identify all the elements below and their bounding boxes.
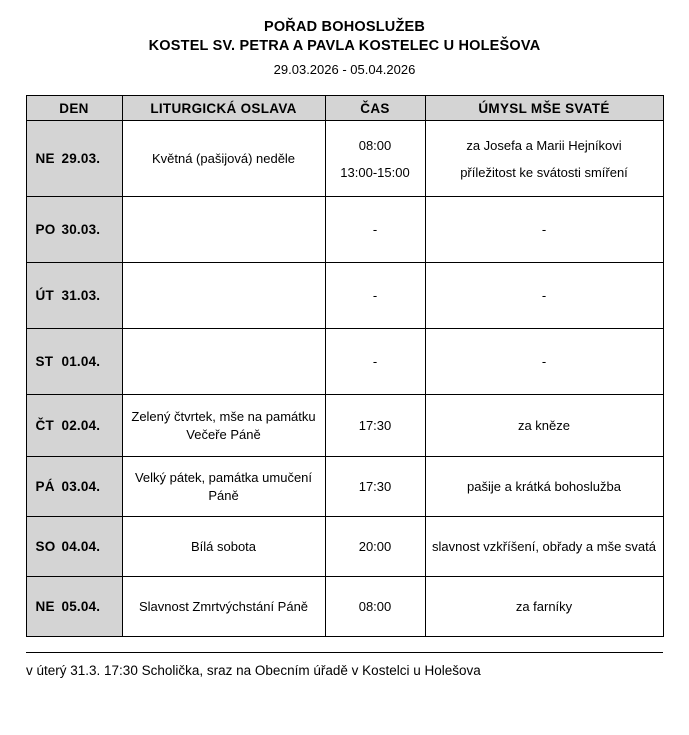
column-header-day: DEN (26, 96, 122, 121)
celebration-cell: Bílá sobota (122, 517, 325, 577)
document-header (0, 0, 689, 78)
day-date: 31.03. (61, 288, 101, 303)
intention-cell (425, 121, 663, 197)
day-cell (26, 121, 122, 197)
day-of-week: ÚT (35, 288, 54, 303)
intention-cell: slavnost vzkříšení, obřady a mše svatá (425, 517, 663, 577)
intention-cell: - (425, 197, 663, 263)
table-row (26, 457, 663, 517)
day-cell (26, 197, 122, 263)
time-cell: 20:00 (325, 517, 425, 577)
day-cell (26, 263, 122, 329)
column-header-time: ČAS (325, 96, 425, 121)
title-line-2: KOSTEL SV. PETRA A PAVLA KOSTELEC U HOLEŠOVA (148, 38, 541, 54)
intention-cell: pašije a krátká bohoslužba (425, 457, 663, 517)
time-cell: 17:30 (325, 395, 425, 457)
time-cell: 17:30 (325, 457, 425, 517)
day-of-week: PO (35, 222, 56, 237)
title-line-1: POŘAD BOHOSLUŽEB (263, 19, 426, 35)
schedule-table (26, 95, 664, 637)
celebration-cell (122, 263, 325, 329)
day-date: 30.03. (61, 222, 101, 237)
day-date: 01.04. (61, 354, 101, 369)
day-date: 04.04. (61, 539, 101, 554)
table-header-row (26, 96, 663, 121)
celebration-cell: Zelený čtvrtek, mše na památku Večeře Páně (122, 395, 325, 457)
time-cell: - (325, 329, 425, 395)
time-cell: 08:00 (325, 577, 425, 637)
day-of-week: ST (35, 354, 54, 369)
celebration-cell: Velký pátek, památka umučení Páně (122, 457, 325, 517)
footer-note: v úterý 31.3. 17:30 Scholička, sraz na Obecním úřadě v Kostelci u Holešova (26, 663, 481, 678)
day-of-week: PÁ (35, 479, 55, 494)
day-date: 03.04. (61, 479, 101, 494)
day-cell (26, 395, 122, 457)
table-row (26, 197, 663, 263)
time-cell (325, 121, 425, 197)
footer-divider (26, 652, 663, 653)
table-row (26, 517, 663, 577)
column-header-celebration: LITURGICKÁ OSLAVA (122, 96, 325, 121)
day-date: 02.04. (61, 418, 101, 433)
day-cell (26, 329, 122, 395)
day-cell (26, 517, 122, 577)
celebration-cell (122, 329, 325, 395)
time-cell: - (325, 263, 425, 329)
day-of-week: SO (35, 539, 56, 554)
day-date: 05.04. (61, 599, 101, 614)
time-cell: - (325, 197, 425, 263)
table-row (26, 329, 663, 395)
celebration-cell (122, 197, 325, 263)
intention-cell: - (425, 263, 663, 329)
column-header-intention: ÚMYSL MŠE SVATÉ (425, 96, 663, 121)
day-of-week: ČT (35, 418, 54, 433)
day-date: 29.03. (61, 151, 101, 166)
time-value: 13:00-15:00 (340, 164, 410, 180)
celebration-cell: Květná (pašijová) neděle (122, 121, 325, 197)
intention-value: za Josefa a Marii Hejníkovi (466, 137, 622, 153)
day-of-week: NE (35, 151, 55, 166)
intention-cell: - (425, 329, 663, 395)
day-cell (26, 457, 122, 517)
table-row (26, 121, 663, 197)
table-row (26, 263, 663, 329)
date-range: 29.03.2026 - 05.04.2026 (273, 62, 416, 77)
day-cell (26, 577, 122, 637)
intention-cell: za farníky (425, 577, 663, 637)
table-row (26, 395, 663, 457)
time-value: 08:00 (358, 137, 392, 153)
day-of-week: NE (35, 599, 55, 614)
intention-value: příležitost ke svátosti smíření (460, 164, 628, 180)
intention-cell: za kněze (425, 395, 663, 457)
celebration-cell: Slavnost Zmrtvýchstání Páně (122, 577, 325, 637)
table-row (26, 577, 663, 637)
